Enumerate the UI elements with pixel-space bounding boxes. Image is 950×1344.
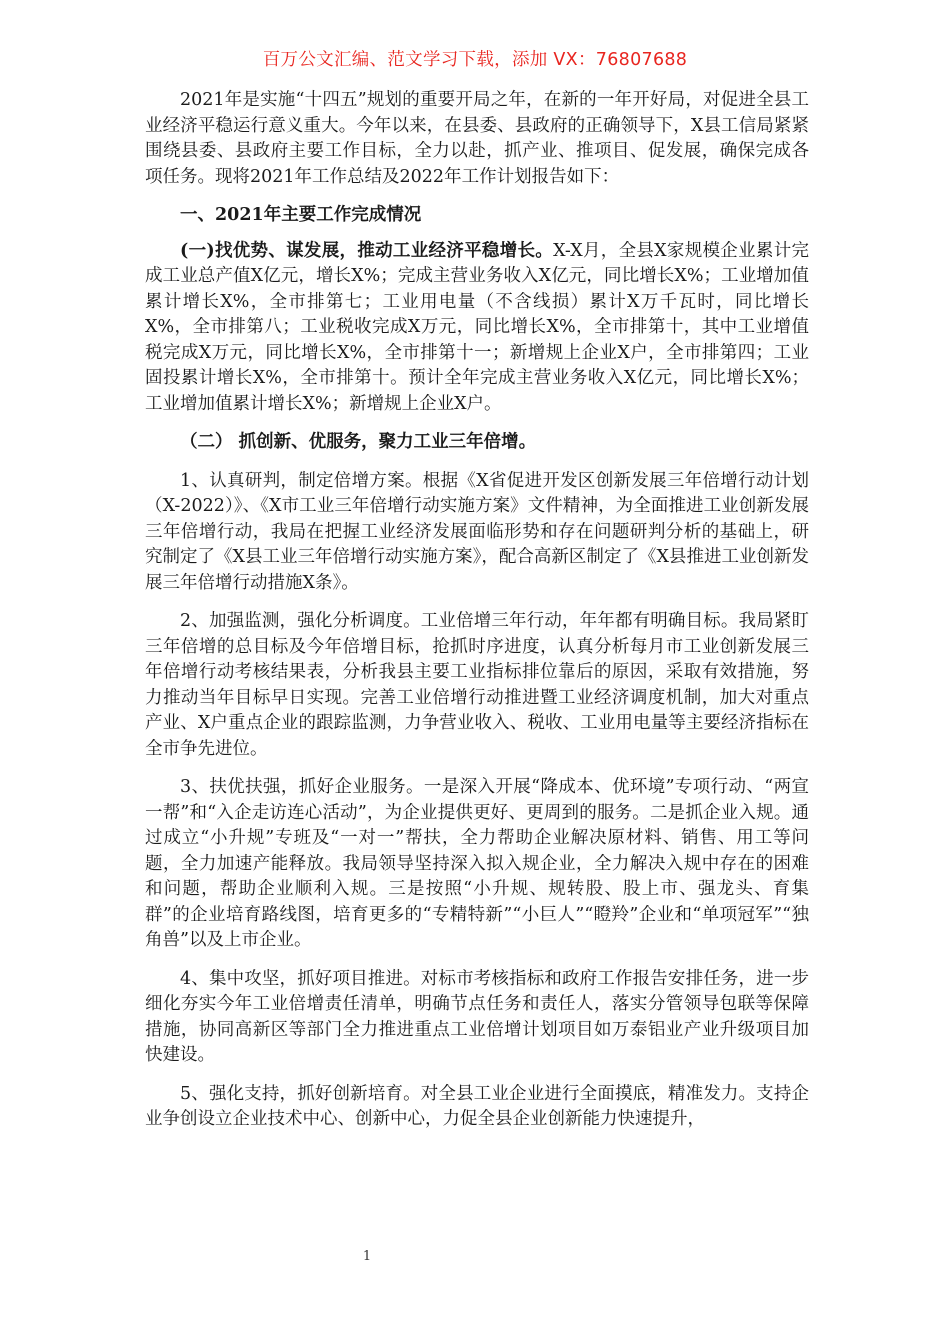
document-body	[145, 88, 809, 1133]
watermark-header: 百万公文汇编、范文学习下载，添加 VX：76807688	[262, 50, 688, 70]
intro-paragraph: 2021年是实施“十四五”规划的重要开局之年，在新的一年开好局，对促进全县工业经济平稳运行意义重大。今年以来，在县委、县政府的正确领导下，X县工信局紧紧围绕县委、县政府主要工作目标，全力以赴，抓产业、推项目、促发展，确保完成各项任务。现将2021年工作总结及2022年工作计划报告如下：	[145, 90, 809, 187]
subsection-one-title: (一)找优势、谋发展，推动工业经济平稳增长。	[180, 240, 554, 261]
item-paragraph-5: 5、强化支持，抓好创新培育。对全县工业企业进行全面摸底，精准发力。支持企业争创设立企业技术中心、创新中心，力促全县企业创新能力快速提升，	[145, 1083, 809, 1129]
subsection-one-paragraph	[145, 239, 809, 418]
item-paragraph-1: 1、认真研判，制定倍增方案。根据《X省促进开发区创新发展三年倍增行动计划（X-2022）》、《X市工业三年倍增行动实施方案》文件精神，为全面推进工业创新发展三年倍增行动，我局在把握工业经济发展面临形势和存在问题研判分析的基础上，研究制定了《X县工业三年倍增行动实施方案》，配合高新区制定了《X县推进工业创新发展三年倍增行动措施X条》。	[145, 470, 809, 593]
section-heading: 一、2021年主要工作完成情况	[180, 205, 422, 225]
subsection-two-title: （二） 抓创新、优服务，聚力工业三年倍增。	[180, 432, 537, 452]
page-number: 1	[362, 1249, 372, 1264]
item-paragraph-2: 2、加强监测，强化分析调度。工业倍增三年行动，年年都有明确目标。我局紧盯三年倍增的总目标及今年倍增目标，抢抓时序进度，认真分析每月市工业创新发展三年倍增行动考核结果表，分析我县主要工业指标排位靠后的原因，采取有效措施，努力推动当年目标早日实现。完善工业倍增行动推进暨工业经济调度机制，加大对重点产业、X户重点企业的跟踪监测，力争营业收入、税收、工业用电量等主要经济指标在全市争先进位。	[145, 611, 809, 759]
item-paragraph-3: 3、扶优扶强，抓好企业服务。一是深入开展“降成本、优环境”专项行动、“两宣一帮”和“入企走访连心活动”，为企业提供更好、更周到的服务。二是抓企业入规。通过成立“小升规”专班及“一对一”帮扶，全力帮助企业解决原材料、销售、用工等问题，全力加速产能释放。我局领导坚持深入拟入规企业，全力解决入规中存在的困难和问题，帮助企业顺利入规。三是按照“小升规、规转股、股上市、强龙头、育集群”的企业培育路线图，培育更多的“专精特新”“小巨人”“瞪羚”企业和“单项冠军”“独角兽”以及上市企业。	[145, 777, 809, 950]
item-paragraph-4: 4、集中攻坚，抓好项目推进。对标市考核指标和政府工作报告安排任务，进一步细化夯实今年工业倍增责任清单，明确节点任务和责任人，落实分管领导包联等保障措施，协同高新区等部门全力推进重点工业倍增计划项目如万泰铝业产业升级项目加快建设。	[145, 968, 809, 1065]
subsection-one-body: X-X月，全县X家规模企业累计完成工业总产值X亿元，增长X%；完成主营业务收入X亿元，同比增长X%；工业增加值累计增长X%，全市排第七；工业用电量（不含线损）累计X万千瓦时，同比增长X%，全市排第八；工业税收完成X万元，同比增长X%，全市排第十，其中工业增值税完成X万元，同比增长X%，全市排第十一；新增规上企业X户，全市排第四；工业固投累计增长X%，全市排第十。预计全年完成主营业务收入X亿元，同比增长X%；工业增加值累计增长X%；新增规上企业X户。	[145, 240, 809, 414]
